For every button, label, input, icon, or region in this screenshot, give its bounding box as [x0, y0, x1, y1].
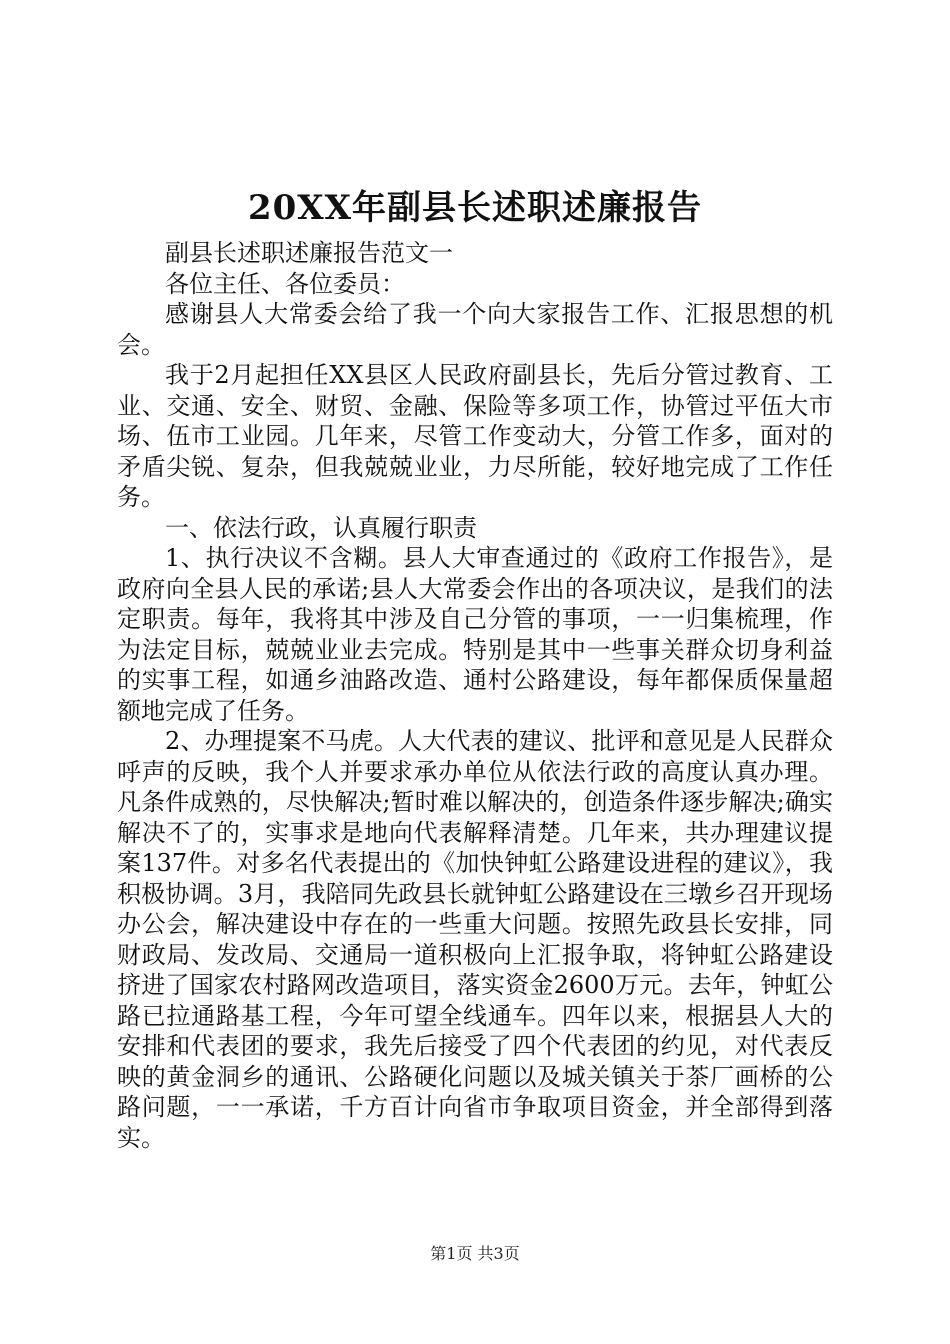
paragraph: 我于2月起担任XX县区人民政府副县长，先后分管过教育、工业、交通、安全、财贸、金融、保险等多项工作，协管过平伍大市场、伍市工业园。几年来，尽管工作变动大，分管工作多，面对的矛盾尖锐、复杂，但我兢兢业业，力尽所能，较好地完成了工作任务。 — [117, 361, 833, 511]
page-footer: 第1页 共3页 — [430, 1244, 520, 1263]
paragraph: 1、执行决议不含糊。县人大审查通过的《政府工作报告》，是政府向全县人民的承诺;县人大常委会作出的各项决议，是我们的法定职责。每年，我将其中涉及自己分管的事项，一一归集梳理，作为法定目标，兢兢业业去完成。特别是其中一些事关群众切身利益的实事工程，如通乡油路改造、通村公路建设，每年都保质保量超额地完成了任务。 — [117, 544, 833, 725]
paragraph: 感谢县人大常委会给了我一个向大家报告工作、汇报思想的机会。 — [117, 300, 833, 359]
paragraph-subtitle: 副县长述职述廉报告范文一 — [165, 239, 453, 267]
document-title: 20XX年副县长述职述廉报告 — [247, 188, 703, 228]
section-heading: 一、依法行政，认真履行职责 — [165, 513, 477, 542]
paragraph: 2、办理提案不马虎。人大代表的建议、批评和意见是人民群众呼声的反映，我个人并要求承办单位从依法行政的高度认真办理。凡条件成熟的，尽快解决;暂时难以解决的，创造条件逐步解决;确实解决不了的，实事求是地向代表解释清楚。几年来，共办理建议提案137件。对多名代表提出的《加快钟虹公路建设进程的建议》，我积极协调。3月，我陪同先政县长就钟虹公路建设在三墩乡召开现场办公会，解决建设中存在的一些重大问题。按照先政县长安排，同财政局、发改局、交通局一道积极向上汇报争取，将钟虹公路建设挤进了国家农村路网改造项目，落实资金2600万元。去年，钟虹公路已拉通路基工程，今年可望全线通车。四年以来，根据县人大的安排和代表团的要求，我先后接受了四个代表团的约见，对代表反映的黄金洞乡的通讯、公路硬化问题以及城关镇关于茶厂画桥的公路问题，一一承诺，千方百计向省市争取项目资金，并全部得到落实。 — [117, 727, 833, 1152]
document-body — [117, 238, 833, 1153]
paragraph-salutation: 各位主任、各位委员： — [165, 269, 405, 298]
